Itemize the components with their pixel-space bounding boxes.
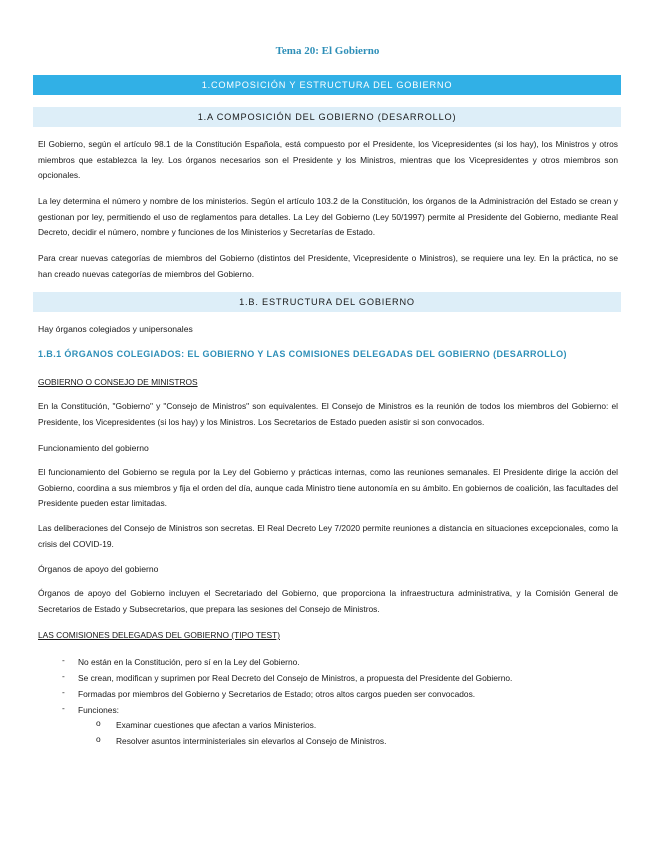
sub-list-item: Resolver asuntos interministeriales sin elevarlos al Consejo de Ministros. — [116, 736, 387, 746]
heading-organos-apoyo: Órganos de apoyo del gobierno — [38, 564, 159, 574]
bullet-marker: - — [62, 687, 65, 697]
heading-organos-colegiados: 1.B.1 ÓRGANOS COLEGIADOS: EL GOBIERNO Y LAS COMISIONES DELEGADAS DEL GOBIERNO (DESARROLLO) — [38, 349, 567, 359]
list-item: No están en la Constitución, pero sí en la Ley del Gobierno. — [78, 657, 300, 667]
document-title: Tema 20: El Gobierno — [275, 45, 380, 57]
subsection-header-estructura: 1.B. ESTRUCTURA DEL GOBIERNO — [33, 292, 621, 312]
heading-consejo-ministros: GOBIERNO O CONSEJO DE MINISTROS — [38, 377, 198, 387]
paragraph-deliberaciones: Las deliberaciones del Consejo de Ministros son secretas. El Real Decreto Ley 7/2020 permite reuniones a distancia en situaciones excepcionales, como la crisis del COVID-19. — [38, 523, 618, 549]
list-item: Se crean, modifican y suprimen por Real Decreto del Consejo de Ministros, a propuesta del Presidente del Gobierno. — [78, 673, 513, 683]
paragraph-organos-apoyo: Órganos de apoyo del Gobierno incluyen el Secretariado del Gobierno, que proporciona la infraestructura administrativa, y la Comisión General de Secretarios de Estado y Subsecretarios, que prepara las sesiones del Consejo de Ministros. — [38, 588, 618, 614]
sub-list-item: Examinar cuestiones que afectan a varios Ministerios. — [116, 720, 317, 730]
bullet-marker: - — [62, 655, 65, 665]
bullet-marker: - — [62, 671, 65, 681]
paragraph-funcionamiento: El funcionamiento del Gobierno se regula por la Ley del Gobierno y prácticas internas, como las reuniones semanales. El Presidente dirige la acción del Gobierno, coordina a sus miembros y fija el orden del día, aunque cada Ministro tiene autonomía en su ámbito. En gobiernos de coalición, las facultades del Presidente pueden estar limitadas. — [38, 467, 618, 509]
sub-bullet-marker: o — [96, 718, 101, 728]
list-item: Funciones: — [78, 705, 119, 715]
heading-funcionamiento: Funcionamiento del gobierno — [38, 443, 149, 453]
paragraph-consejo: En la Constitución, "Gobierno" y "Consejo de Ministros" son equivalentes. El Consejo de Ministros es la reunión de todos los miembros del Gobierno: el Presidente, los Vicepresidentes (si los hay) y los Ministros. Los Secretarios de Estado pueden asistir si son convocados. — [38, 401, 618, 427]
list-item: Formadas por miembros del Gobierno y Secretarios de Estado; otros altos cargos pueden ser convocados. — [78, 689, 476, 699]
subsection-header-composicion: 1.A COMPOSICIÓN DEL GOBIERNO (DESARROLLO) — [33, 107, 621, 127]
paragraph-composicion-2: La ley determina el número y nombre de los ministerios. Según el artículo 103.2 de la Constitución, los órganos de la Administración del Estado se crean y gestionan por ley, permitiendo el uso de reglamentos para detalles. La Ley del Gobierno (Ley 50/1997) permite al Presidente del Gobierno, mediante Real Decreto, decidir el número, nombre y funciones de los Ministerios y Secretarías de Estado. — [38, 196, 618, 238]
sub-bullet-marker: o — [96, 734, 101, 744]
bullet-marker: - — [62, 703, 65, 713]
intro-organos: Hay órganos colegiados y unipersonales — [38, 324, 193, 334]
paragraph-composicion-1: El Gobierno, según el artículo 98.1 de la Constitución Española, está compuesto por el Presidente, los Vicepresidentes (si los hay), los Ministros y otros miembros que establezca la ley. Los órganos necesarios son el Presidente y los Ministros, mientras que los Vicepresidentes y otros miembros son opcionales. — [38, 139, 618, 181]
paragraph-composicion-3: Para crear nuevas categorías de miembros del Gobierno (distintos del Presidente, Vicepresidente o Ministros), se requiere una ley. En la práctica, no se han creado nuevas categorías de miembros del Gobierno. — [38, 253, 618, 279]
section-header-composicion-estructura: 1.COMPOSICIÓN Y ESTRUCTURA DEL GOBIERNO — [33, 75, 621, 95]
heading-comisiones-delegadas: LAS COMISIONES DELEGADAS DEL GOBIERNO (TIPO TEST) — [38, 630, 280, 640]
